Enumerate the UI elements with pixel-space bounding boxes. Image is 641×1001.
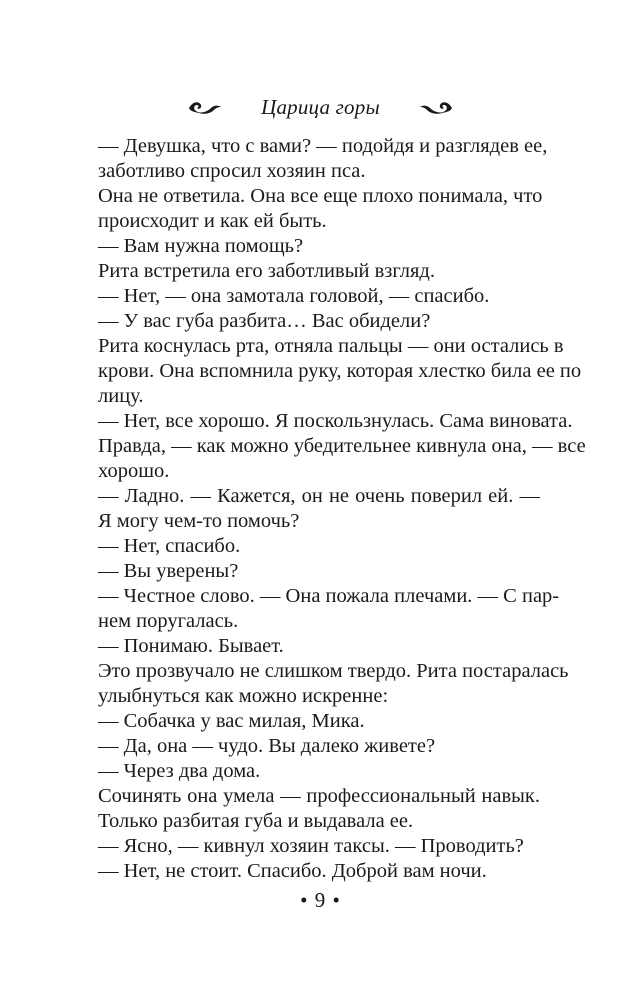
- text-line: — Нет, все хорошо. Я поскользнулась. Сама виновата.: [98, 410, 573, 432]
- text-line: — Ясно, — кивнул хозяин таксы. — Проводить?: [98, 835, 524, 857]
- text-line: хорошо.: [98, 460, 170, 482]
- page-number: • 9 •: [300, 888, 341, 912]
- text-line: — Нет, спасибо.: [98, 535, 241, 557]
- text-line: Она не ответила. Она все еще плохо понимала, что: [98, 185, 543, 207]
- text-line: Я могу чем-то помочь?: [98, 510, 300, 532]
- text-line: — Через два дома.: [98, 760, 261, 782]
- text-line: — Вы уверены?: [98, 560, 239, 582]
- text-line: Рита встретила его заботливый взгляд.: [98, 260, 435, 282]
- text-line: — Ладно. — Кажется, он не очень поверил ей. —: [98, 485, 540, 507]
- text-line: — Да, она — чудо. Вы далеко живете?: [98, 735, 436, 757]
- text-line: Правда, — как можно убедительнее кивнула она, — все: [98, 435, 586, 457]
- text-line: заботливо спросил хозяин пса.: [98, 160, 366, 182]
- text-line: Сочинять она умела — профессиональный навык.: [98, 785, 540, 807]
- text-line: — Честное слово. — Она пожала плечами. — С пар-: [98, 585, 560, 607]
- text-line: лицу.: [98, 385, 144, 407]
- text-line: Рита коснулась рта, отняла пальцы — они остались в: [98, 335, 564, 357]
- flourish-ornament-icon: [418, 99, 454, 115]
- text-line: — Вам нужна помощь?: [98, 235, 304, 257]
- text-line: — Понимаю. Бывает.: [98, 635, 284, 657]
- text-line: — Нет, не стоит. Спасибо. Доброй вам ночи.: [98, 860, 487, 882]
- text-line: улыбнуться как можно искренне:: [98, 685, 389, 707]
- text-line: Только разбитая губа и выдавала ее.: [98, 810, 414, 832]
- text-line: — У вас губа разбита… Вас обидели?: [98, 310, 431, 332]
- flourish-ornament-icon: [187, 99, 223, 115]
- running-head-title: Царица горы: [261, 94, 380, 119]
- text-line: крови. Она вспомнила руку, которая хлестко била ее по: [98, 360, 582, 382]
- text-line: — Девушка, что с вами? — подойдя и разглядев ее,: [98, 135, 548, 157]
- text-line: — Собачка у вас милая, Мика.: [98, 710, 365, 732]
- text-line: — Нет, — она замотала головой, — спасибо.: [98, 285, 490, 307]
- running-head: [0, 90, 641, 124]
- body-text: [98, 134, 586, 884]
- text-line: нем поругалась.: [98, 610, 239, 632]
- text-line: происходит и как ей быть.: [98, 210, 327, 232]
- text-line: Это прозвучало не слишком твердо. Рита постаралась: [98, 660, 569, 682]
